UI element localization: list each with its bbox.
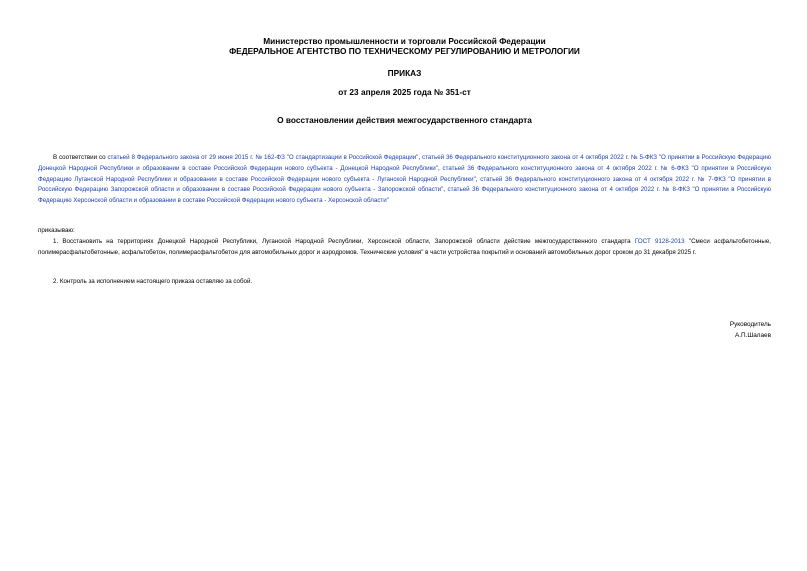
document-type: ПРИКАЗ <box>387 68 422 78</box>
preamble-intro: В соответствии со <box>53 154 108 161</box>
law-link-5-fkz[interactable]: статьей 36 Федерального конституционного закона от 4 октября 2022 г. № 5-ФКЗ "О принятии в Российскую Федерацию Донецкой Народной Республики и образовании в составе Российской Федерации нового субъекта - Донецкой Народной Республики" <box>38 154 771 172</box>
preamble-paragraph <box>38 153 771 207</box>
order-date-number: от 23 апреля 2025 года № 351-ст <box>338 87 471 97</box>
order-word: приказываю: <box>38 227 75 234</box>
signatory-position: Руководитель <box>729 321 771 328</box>
separator: , <box>475 175 481 183</box>
signatory-name: А.П.Шалаев <box>734 331 771 339</box>
standard-link-gost-9128[interactable]: ГОСТ 9128-2013 <box>634 238 685 245</box>
order-subject: О восстановлении действия межгосударственного стандарта <box>277 115 532 125</box>
law-link-6-fkz[interactable]: статьей 36 Федерального конституционного закона от 4 октября 2022 г. № 6-ФКЗ "О принятии в Российскую Федерацию Луганской Народной Республики и образовании в составе Российской Федерации нового субъекта - Луганской Народной Республики" <box>38 164 771 183</box>
ministry-name: Министерство промышленности и торговли Российской Федерации <box>263 36 546 46</box>
law-link-162-fz[interactable]: статьей 8 Федерального закона от 29 июня 2015 г. № 162-ФЗ "О стандартизации в Российской Федерации" <box>107 154 419 161</box>
separator: , <box>443 186 448 194</box>
agency-name: ФЕДЕРАЛЬНОЕ АГЕНТСТВО ПО ТЕХНИЧЕСКОМУ РЕГУЛИРОВАНИЮ И МЕТРОЛОГИИ <box>229 46 580 56</box>
item1-text-after: "Смеси асфальтобетонные, полимерасфальтобетонные, асфальтобетон, полимерасфальтобетон для автомобильных дорог и аэродромов. Технические условия" в части устройства покрытий и оснований автомобильных дорог сроком до 31 декабря 2025 г. <box>38 238 772 256</box>
item1-text-before: 1. Восстановить на территориях Донецкой Народной Республики, Луганской Народной Республики, Херсонской области, Запорожской области действие межгосударственного стандарта <box>53 238 635 245</box>
law-link-7-fkz[interactable]: статьей 36 Федерального конституционного закона от 4 октября 2022 г. № 7-ФКЗ "О принятии в Российскую Федерацию Запорожской области и образовании в составе Российской Федерации нового субъекта - Запорожской области" <box>38 175 771 194</box>
law-link-8-fkz[interactable]: статьей 36 Федерального конституционного закона от 4 октября 2022 г. № 8-ФКЗ "О принятии в Российскую Федерацию Херсонской области и образовании в составе Российской Федерации нового субъекта - Херсонской области" <box>38 186 771 205</box>
signature-block <box>730 320 771 341</box>
separator: , <box>418 154 422 161</box>
order-item-2: 2. Контроль за исполнением настоящего приказа оставляю за собой. <box>53 278 253 285</box>
order-item-1 <box>38 237 771 259</box>
separator: , <box>437 164 443 172</box>
